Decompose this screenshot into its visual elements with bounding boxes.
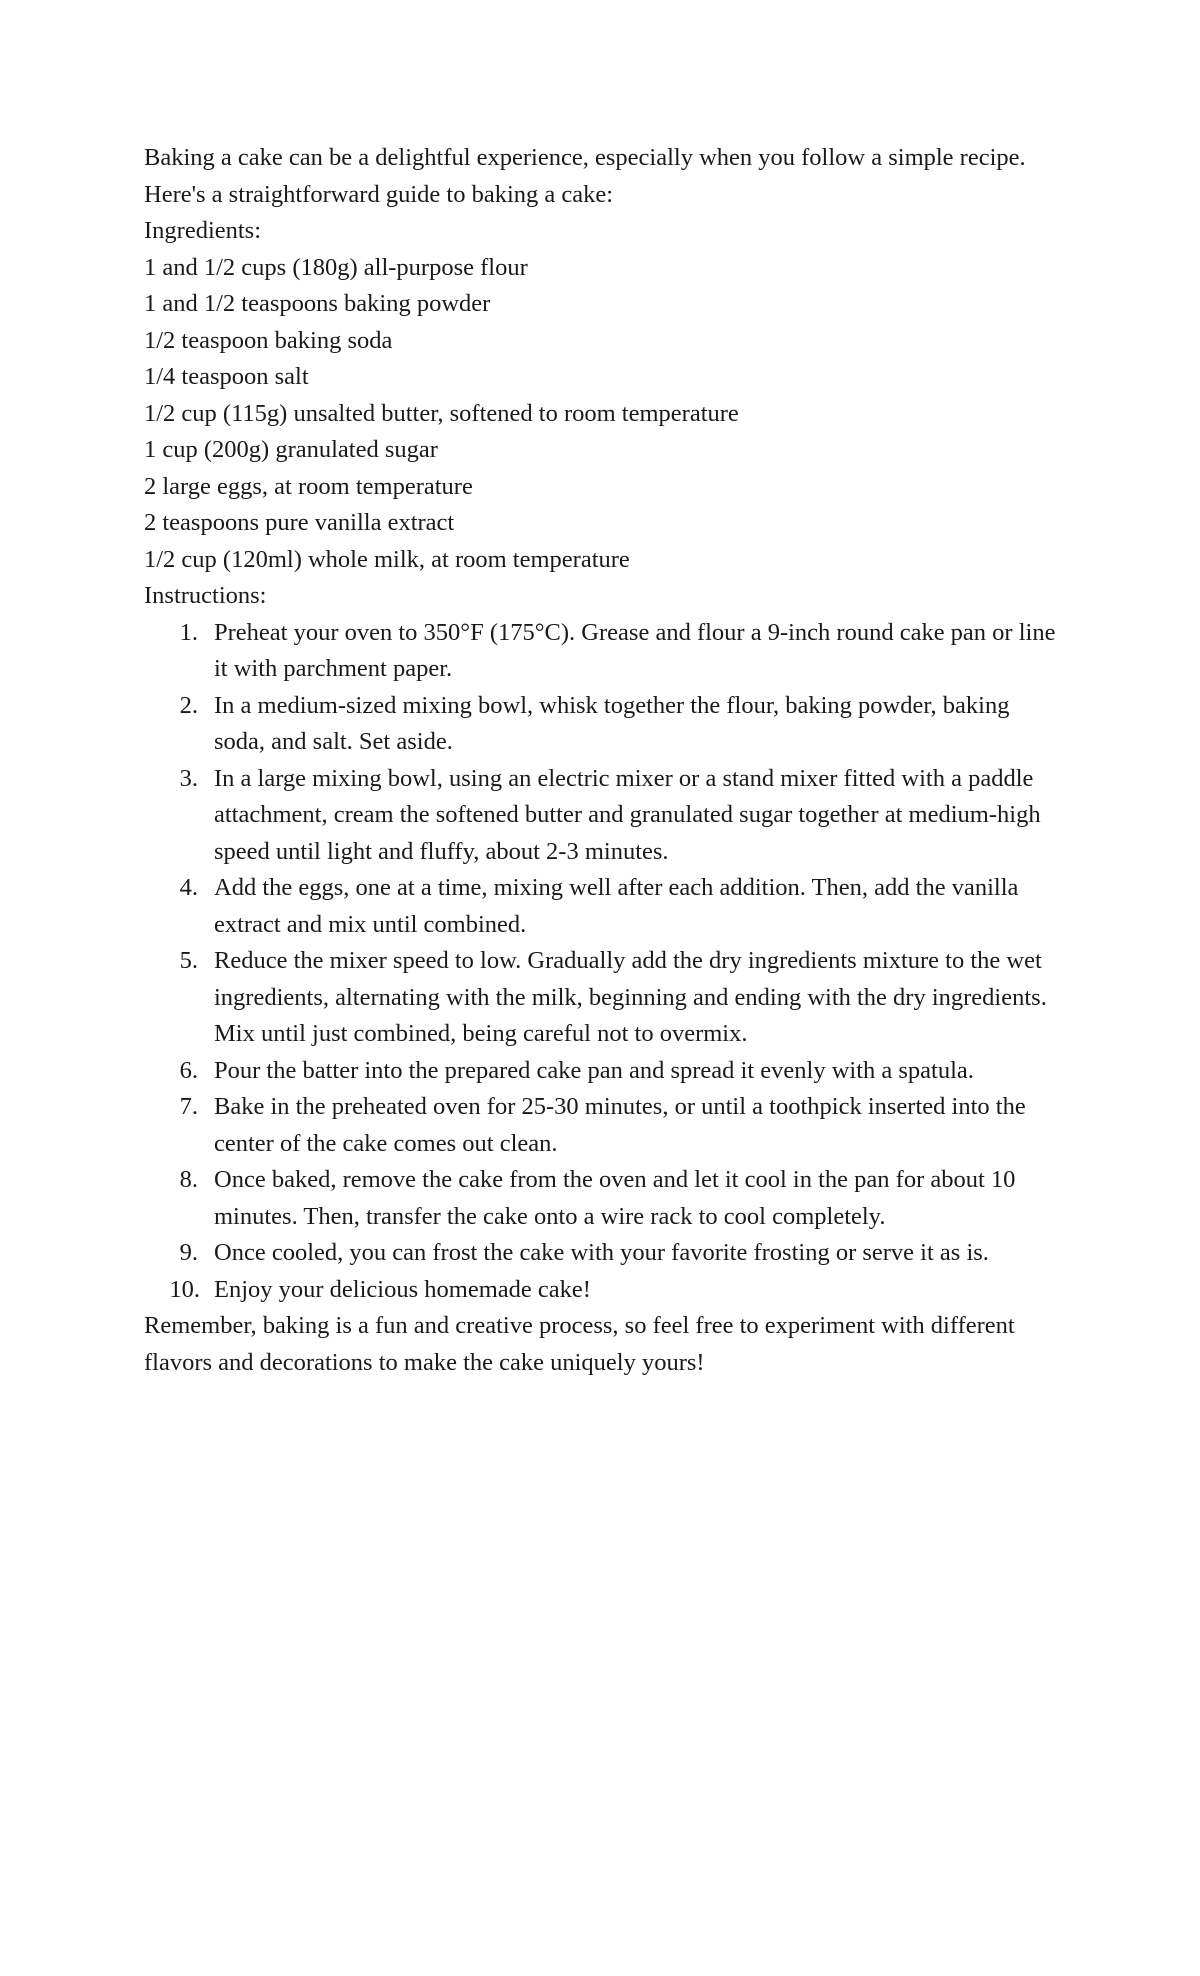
instruction-step xyxy=(144,688,1064,761)
list-item: 1/4 teaspoon salt xyxy=(144,363,309,390)
recipe-document xyxy=(144,140,1064,1381)
step-text: In a large mixing bowl, using an electric mixer or a stand mixer fitted with a paddle attachment, cream the softened butter and granulated sugar together at medium-high speed until light and fluffy, about 2-3 minutes. xyxy=(214,764,1041,865)
instruction-step xyxy=(144,1053,1064,1090)
step-number: 2. xyxy=(179,691,198,719)
step-text: Add the eggs, one at a time, mixing well after each addition. Then, add the vanilla extract and mix until combined. xyxy=(214,874,1019,938)
ingredients-list xyxy=(144,250,1064,579)
list-item: 2 teaspoons pure vanilla extract xyxy=(144,509,455,536)
step-text: Once baked, remove the cake from the oven and let it cool in the pan for about 10 minutes. Then, transfer the cake onto a wire rack to cool completely. xyxy=(214,1166,1016,1230)
step-text: Reduce the mixer speed to low. Gradually add the dry ingredients mixture to the wet ingredients, alternating with the milk, beginning and ending with the dry ingredients. Mix until just combined, being careful not to overmix. xyxy=(214,947,1047,1047)
intro-paragraph: Baking a cake can be a delightful experience, especially when you follow a simple recipe. Here's a straightforward guide to baking a cake: xyxy=(144,144,1026,208)
step-text: Pour the batter into the prepared cake pan and spread it evenly with a spatula. xyxy=(214,1056,974,1084)
instruction-step xyxy=(144,615,1064,688)
list-item: 1/2 cup (120ml) whole milk, at room temperature xyxy=(144,545,630,573)
instructions-heading: Instructions: xyxy=(144,582,267,609)
step-text: Once cooled, you can frost the cake with your favorite frosting or serve it as is. xyxy=(214,1239,989,1266)
step-text: Preheat your oven to 350°F (175°C). Grease and flour a 9-inch round cake pan or line it with parchment paper. xyxy=(214,618,1056,682)
step-number: 9. xyxy=(179,1239,198,1266)
step-text: In a medium-sized mixing bowl, whisk together the flour, baking powder, baking soda, and salt. Set aside. xyxy=(214,691,1010,755)
list-item: 1 cup (200g) granulated sugar xyxy=(144,436,438,463)
instruction-step xyxy=(144,943,1064,1053)
closing-paragraph: Remember, baking is a fun and creative process, so feel free to experiment with different flavors and decorations to make the cake uniquely yours! xyxy=(144,1312,1015,1376)
instruction-step xyxy=(144,1162,1064,1235)
list-item: 1/2 cup (115g) unsalted butter, softened to room temperature xyxy=(144,399,739,427)
step-text: Bake in the preheated oven for 25-30 minutes, or until a toothpick inserted into the center of the cake comes out clean. xyxy=(214,1093,1026,1157)
list-item: 2 large eggs, at room temperature xyxy=(144,472,473,500)
step-number: 10. xyxy=(169,1275,200,1303)
step-number: 8. xyxy=(179,1166,198,1193)
step-number: 6. xyxy=(179,1056,198,1084)
instruction-step xyxy=(144,1235,1064,1272)
instruction-step xyxy=(144,1272,1064,1309)
instruction-step xyxy=(144,761,1064,871)
list-item: 1/2 teaspoon baking soda xyxy=(144,326,393,354)
step-number: 1. xyxy=(179,618,198,646)
instruction-step xyxy=(144,1089,1064,1162)
step-number: 4. xyxy=(179,874,198,901)
instructions-list xyxy=(144,615,1064,1309)
list-item: 1 and 1/2 teaspoons baking powder xyxy=(144,290,491,317)
list-item: 1 and 1/2 cups (180g) all-purpose flour xyxy=(144,253,528,281)
step-number: 3. xyxy=(179,764,198,792)
ingredients-heading: Ingredients: xyxy=(144,217,262,244)
step-number: 7. xyxy=(179,1093,198,1120)
instruction-step xyxy=(144,870,1064,943)
step-text: Enjoy your delicious homemade cake! xyxy=(214,1275,591,1303)
step-number: 5. xyxy=(179,947,198,974)
